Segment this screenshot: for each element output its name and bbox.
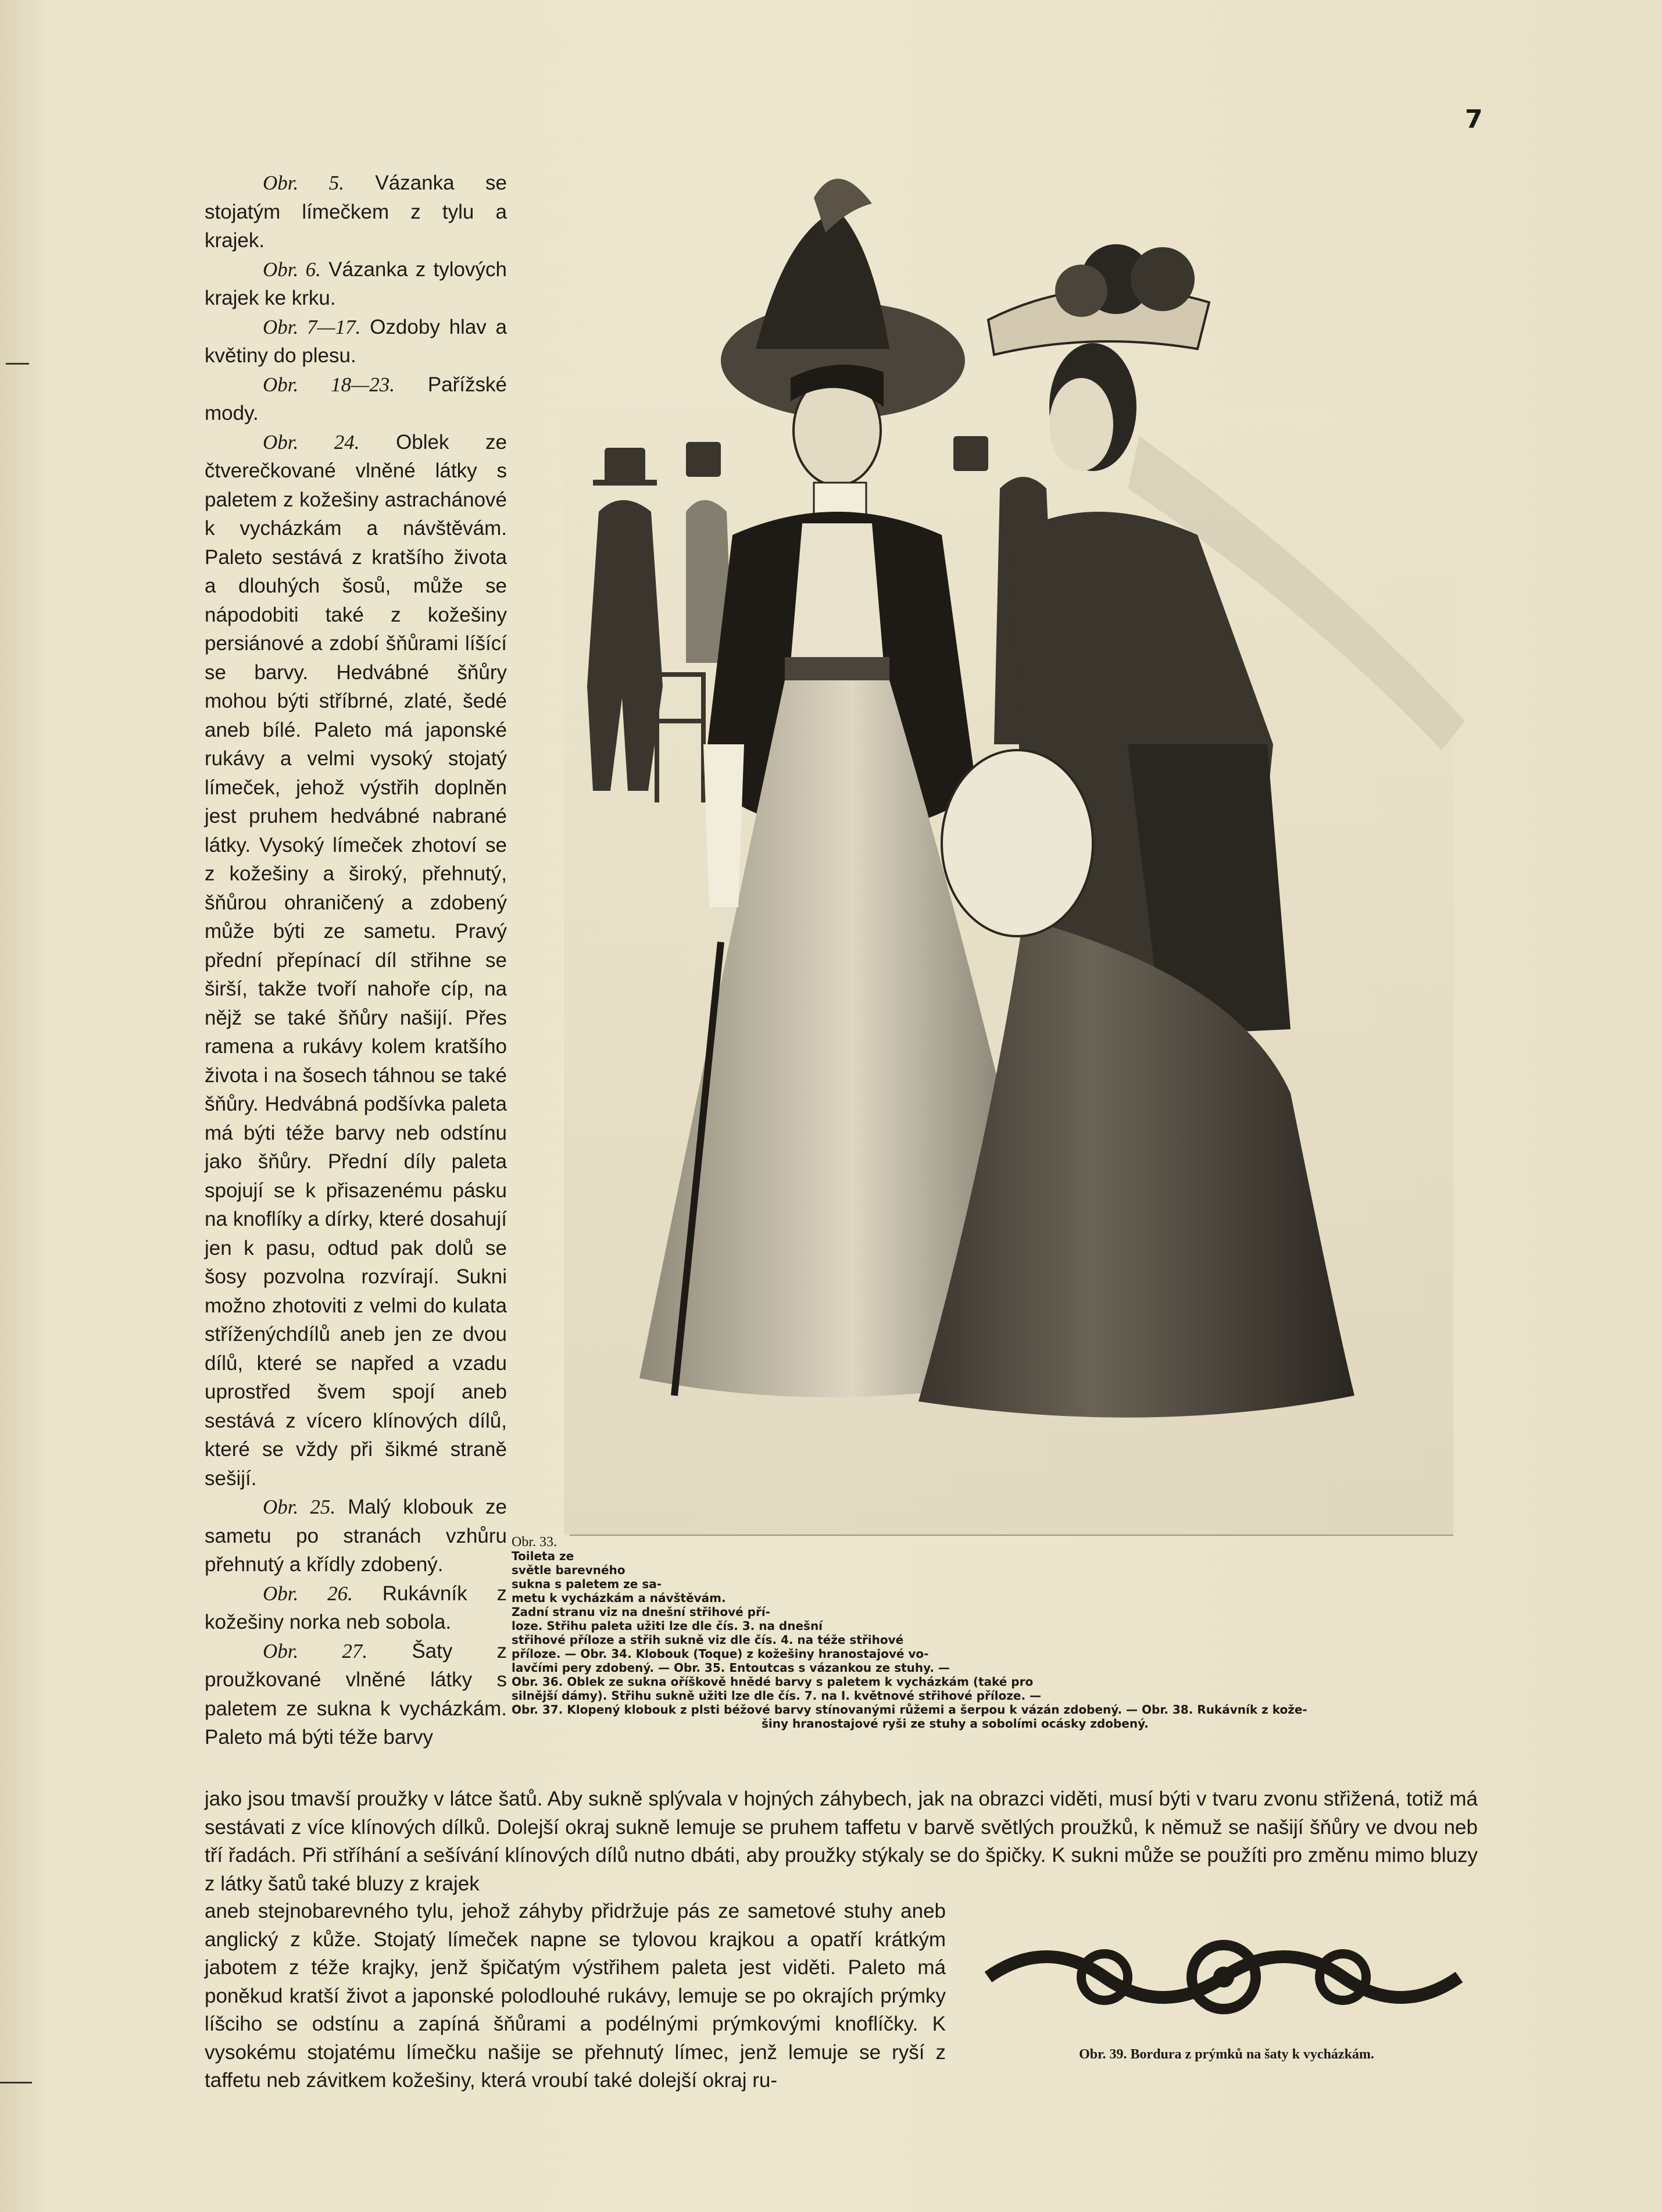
- caption-line: Zadní stranu viz na dnešní střihové pří-: [512, 1605, 770, 1619]
- caption-line: Obr. 37. Klopený klobouk z plsti béžové barvy stínovanými růžemi a šerpou k vázán zdobený. — Obr. 38. Rukávník z kože-: [512, 1703, 1307, 1717]
- caption-label: Obr. 33.: [512, 1535, 557, 1550]
- margin-mark: [0, 2082, 32, 2083]
- fashion-illustration: [512, 163, 1500, 1541]
- caption-line: příloze. — Obr. 34. Klobouk (Toque) z kožešiny hranostajové vo-: [512, 1647, 929, 1661]
- paragraph-obr-6: Obr. 6. Vázanka z tylových krajek ke krku.: [205, 258, 507, 309]
- left-column-text: [205, 169, 507, 1752]
- paragraph-obr-5: Obr. 5. Vázanka se stojatým límečkem z tylu a krajek.: [205, 172, 507, 252]
- paragraph-obr-26: Obr. 26. Rukávník z kožešiny norka neb sobola.: [205, 1582, 507, 1633]
- caption-line: Obr. 36. Oblek ze sukna oříškově hnědé barvy s paletem k vycházkám (také pro: [512, 1675, 1034, 1689]
- caption-line: sukna s paletem ze sa-: [512, 1577, 662, 1591]
- caption-line: metu k vycházkám a návštěvám.: [512, 1591, 726, 1605]
- ornament-border-icon: [977, 1925, 1471, 2029]
- paragraph-obr-25: Obr. 25. Malý klobouk ze sametu po stranách vzhůru přehnutý a křídly zdobený.: [205, 1496, 507, 1576]
- caption-line: loze. Střihu paleta užiti lze dle čís. 3. na dnešní: [512, 1619, 823, 1633]
- ornament-caption: Obr. 39. Bordura z prýmků na šaty k vycházkám.: [1079, 2047, 1374, 2062]
- caption-line: Toileta ze: [512, 1549, 574, 1563]
- margin-mark: [6, 363, 29, 365]
- caption-line: šiny hranostajové ryši ze stuhy a sobolími ocásky zdobený.: [762, 1717, 1149, 1731]
- caption-line: silnější dámy). Střihu sukně užiti lze dle čís. 7. na I. květnové střihové příloze. —: [512, 1689, 1042, 1703]
- paragraph-obr-18-23: Obr. 18—23. Pařížské mody.: [205, 373, 507, 424]
- caption-line: světle barevného: [512, 1563, 626, 1577]
- body-text-full-width: jako jsou tmavší proužky v látce šatů. Aby sukně splývala v hojných záhybech, jak na obrazci viděti, musí býti v tvaru zvonu střižená, totiž má sestávati z více klínových dílků. Dolejší okraj sukně lemuje se pruhem taffetu v barvě světlých proužků, k němuž se našijí šňůry ve dvou neb tří řadách. Při stříhání a sešívání klínových dílů nutno dbáti, aby proužky stýkaly se do špičky. K sukni může se použíti pro změnu mimo bluzy z látky šatů také bluzy z krajek: [205, 1788, 1478, 1895]
- illustration-caption: [512, 1535, 1488, 1731]
- paragraph-obr-7-17: Obr. 7—17. Ozdoby hlav a květiny do plesu.: [205, 315, 507, 367]
- page-number: 7: [1465, 105, 1483, 134]
- paragraph-obr-27: Obr. 27. Šaty z proužkované vlněné látky s paletem ze sukna k vycházkám. Paleto má býti téže barvy: [205, 1639, 507, 1749]
- paragraph-obr-24: Obr. 24. Oblek ze čtverečkované vlněné látky s paletem z kožešiny astrachánové k vycházkám a návštěvám. Paleto sestává z kratšího života a dlouhých šosů, může se nápodobiti také z kožešiny persiánové a zdobí šňůrami líšící se barvy. Hedvábné šňůry mohou býti stříbrné, zlaté, šedé aneb bílé. Paleto má japonské rukávy a velmi vysoký stojatý límeček, jehož výstřih doplněn jest pruhem hedvábné nabrané látky. Vysoký límeček zhotoví se z kožešiny a široký, přehnutý, šňůrou ohraničený a zdobený může býti ze sametu. Pravý přední přepínací díl střihne se širší, takže tvoří nahoře cíp, na nějž se také šňůry našijí. Přes ramena a rukávy kolem kratšího života i na šosech táhnou se také šňůry. Hedvábná podšívka paleta má býti téže barvy neb odstínu jako šňůry. Přední díly paleta spojují se k přisazenému pásku na knoflíky a dírky, které dosahují jen k pasu, odtud pak dolů se šosy pozvolna rozvírají. Sukni možno zhotoviti z velmi do kulata stříženýchdílů aneb jen ze dvou dílů, které se napřed a vzadu uprostřed švem spojí aneb sestává z vícero klínových dílů, které se vždy při šikmé straně sešijí.: [205, 430, 507, 1490]
- caption-line: lavčími pery zdobený. — Obr. 35. Entoutcas s vázankou ze stuhy. —: [512, 1661, 950, 1675]
- body-text-narrow: aneb stejnobarevného tylu, jehož záhyby přidržuje pás ze sametové stuhy aneb anglický z kůže. Stojatý límeček napne se tylovou krajkou a opatří krátkým jabotem z téže krajky, jenž špičatým výstřihem paleta jest viděti. Paleto má poněkud kratší život a japonské polodlouhé rukávy, lemuje se po okrajích prýmky líšciho se odstínu a zapíná šňůrami a podélnými prýmkovými knoflíčky. K vysokému stojatému límečku našije se přehnutý límec, jenž lemuje se ryší z taffetu neb závitkem kožešiny, která vroubí také dolejší okraj ru-: [205, 1900, 946, 2092]
- caption-line: střihové příloze a střih sukně viz dle čís. 4. na téže střihové: [512, 1633, 904, 1647]
